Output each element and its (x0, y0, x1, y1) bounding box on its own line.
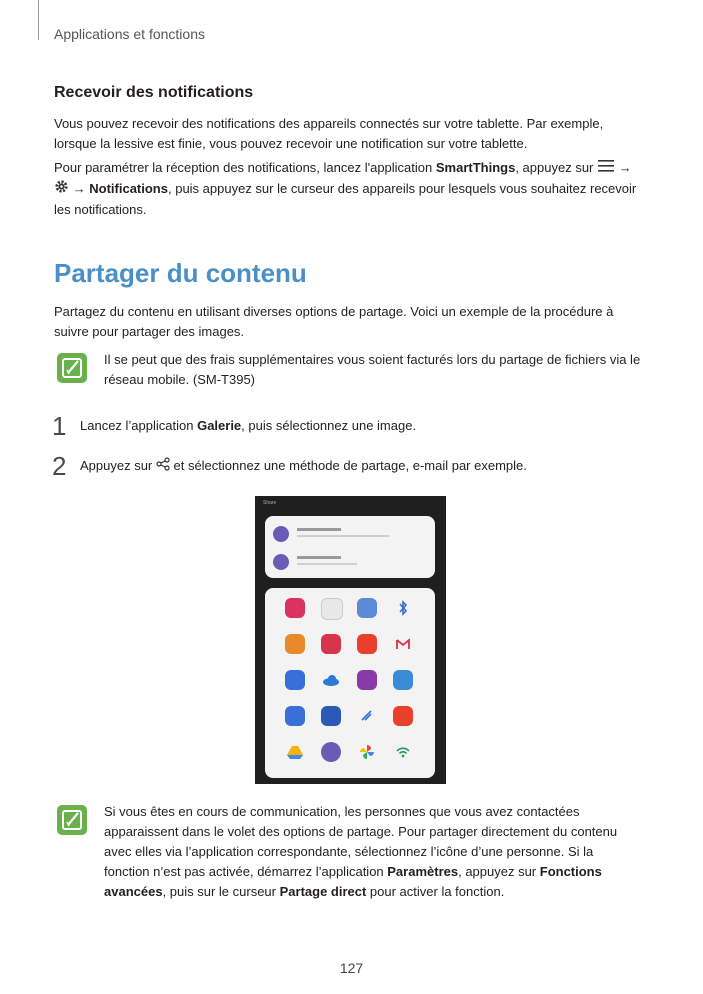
step-number: 1 (52, 411, 67, 441)
share-panel-screenshot (255, 496, 446, 784)
gear-icon (54, 179, 69, 200)
text-line: réseau mobile. (SM-T395) (104, 372, 255, 387)
maps-app-icon (321, 598, 343, 620)
app-icon (357, 706, 377, 726)
page-number: 127 (339, 960, 364, 976)
text-line: Si vous êtes en cours de communication, les personnes que vous avez contactées (104, 804, 580, 819)
text-line: lorsque la lessive est finie, vous pouvez recevoir une notification sur votre tablette. (54, 136, 528, 151)
step-text: Lancez l’application Galerie, puis sélectionnez une image. (80, 418, 417, 433)
header-rule (38, 0, 39, 40)
text-line: les notifications. (54, 201, 147, 217)
menu-icon (597, 159, 615, 179)
note-text-fees (104, 350, 652, 390)
onenote-app-icon (357, 670, 377, 690)
share-apps-grid (265, 588, 435, 778)
text-line: Vous pouvez recevoir des notifications des appareils connectés sur votre tablette. Par exemple, (54, 116, 604, 131)
list-item (273, 524, 423, 546)
text-line: suivre pour partager des images. (54, 324, 245, 339)
paragraph-notifications-setup (54, 158, 654, 220)
email-app-icon (321, 634, 341, 654)
app-icon (321, 742, 341, 762)
text-line: avec elles via l’application correspondante, sélectionnez l’icône d’une personne. Si la (104, 844, 594, 859)
section-heading-share: Partager du contenu (54, 258, 307, 288)
text-line: Il se peut que des frais supplémentaires vous soient facturés lors du partage de fichiers via le (104, 352, 641, 367)
link-app-icon (273, 554, 289, 570)
note-text-direct-share (104, 802, 652, 902)
text-line: fonction n’est pas activée, démarrez l’application Paramètres, appuyez sur Fonctions (104, 864, 602, 879)
wifi-direct-icon (393, 742, 413, 762)
messages-app-icon (285, 670, 305, 690)
share-icon (156, 457, 170, 477)
app-icon (285, 598, 305, 618)
note-icon (57, 353, 87, 383)
share-panel-title: Share (263, 500, 277, 506)
list-item-sublabel (297, 563, 357, 565)
onedrive-icon (321, 670, 341, 690)
text-line: Pour paramétrer la réception des notifications, lancez l'application SmartThings, appuyez sur → (54, 158, 654, 179)
text-line: avancées, puis sur le curseur Partage direct pour activer la fonction. (104, 884, 505, 899)
section-heading-notifications: Recevoir des notifications (54, 84, 254, 101)
text-line: Partagez du contenu en utilisant diverses options de partage. Voici un exemple de la procédure à (54, 304, 614, 319)
app-icon (393, 670, 413, 690)
step-text: Appuyez sur et sélectionnez une méthode de partage, e-mail par exemple. (80, 456, 527, 477)
app-icon (285, 706, 305, 726)
list-item-label (297, 528, 341, 531)
app-icon (357, 634, 377, 654)
cloud-upload-app-icon (321, 706, 341, 726)
text-line: → Notifications, puis appuyez sur le curseur des appareils pour lesquels vous souhaitez recevoir (54, 179, 654, 200)
note-icon (57, 805, 87, 835)
text-line: apparaissent dans le volet des options de partage. Pour partager directement du contenu (104, 824, 618, 839)
paragraph-share-intro (54, 302, 654, 342)
list-item-sublabel (297, 535, 389, 537)
contacts-app-icon (285, 634, 305, 654)
cloud-app-icon (273, 526, 289, 542)
gmail-icon (393, 634, 413, 654)
paragraph-notifications-intro (54, 114, 654, 154)
bluetooth-app-icon (357, 598, 377, 618)
list-item-label (297, 556, 341, 559)
header-title: Applications et fonctions (54, 26, 205, 42)
app-icon (393, 706, 413, 726)
list-item (273, 552, 423, 574)
drive-icon (285, 742, 305, 762)
photos-icon (357, 742, 377, 762)
bluetooth-icon (393, 598, 413, 618)
step-number: 2 (52, 451, 67, 481)
share-suggestions-card (265, 516, 435, 578)
